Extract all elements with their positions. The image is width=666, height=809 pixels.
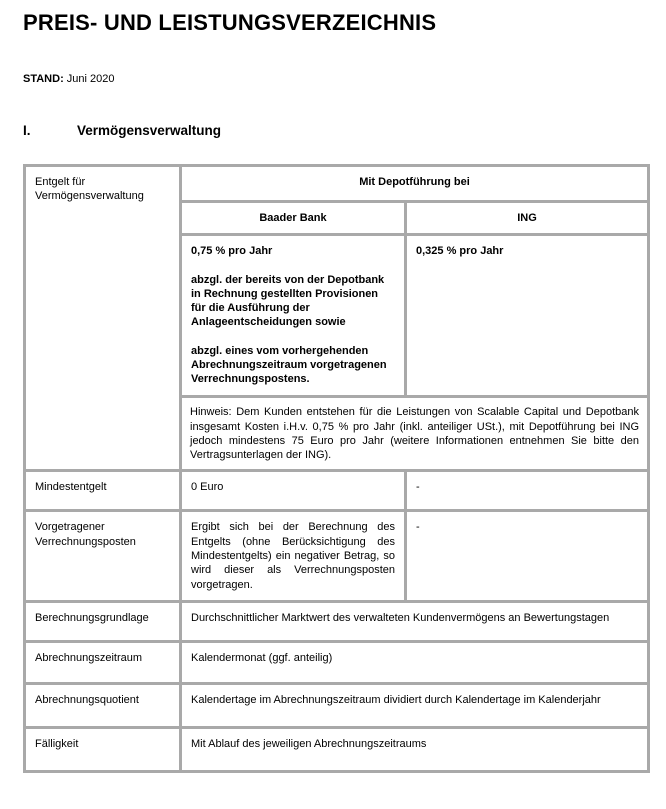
cell-label-abrechnungsquotient: Abrechnungsquotient — [25, 683, 181, 727]
price-table — [23, 164, 650, 773]
cell-abrechnungsquotient-value: Kalendertage im Abrechnungszeitraum dividiert durch Kalendertage im Kalenderjahr — [181, 683, 649, 727]
cell-hinweis: Hinweis: Dem Kunden entstehen für die Leistungen von Scalable Capital und Depotbank insgesamt Kosten i.H.v. 0,75 % pro Jahr (inkl. anteiliger USt.), mit Depotführung bei ING jedoch mindestens 75 Euro pro Jahr (weitere Informationen entnehmen Sie bitte den Vertragsunterlagen der ING). — [181, 397, 649, 471]
section-title: Vermögensverwaltung — [77, 123, 222, 138]
section-heading — [23, 123, 646, 138]
table-row — [25, 641, 649, 683]
cell-label-faelligkeit: Fälligkeit — [25, 727, 181, 771]
cell-baader-fee — [181, 235, 406, 397]
cell-label-abrechnungszeitraum: Abrechnungszeitraum — [25, 641, 181, 683]
cell-label-mindestentgelt: Mindestentgelt — [25, 471, 181, 511]
cell-header-baader: Baader Bank — [181, 202, 406, 235]
table-row — [25, 511, 649, 601]
cell-verrechnungsposten-ing: - — [406, 511, 649, 601]
cell-faelligkeit-value: Mit Ablauf des jeweiligen Abrechnungszeitraums — [181, 727, 649, 771]
table-row — [25, 727, 649, 771]
cell-berechnungsgrundlage-value: Durchschnittlicher Marktwert des verwalteten Kundenvermögens an Bewertungstagen — [181, 601, 649, 641]
cell-ing-fee: 0,325 % pro Jahr — [406, 235, 649, 397]
table-row — [25, 166, 649, 202]
table-row — [25, 683, 649, 727]
cell-mindestentgelt-ing: - — [406, 471, 649, 511]
cell-abrechnungszeitraum-value: Kalendermonat (ggf. anteilig) — [181, 641, 649, 683]
table-row — [25, 471, 649, 511]
baader-fee-deduction-1: abzgl. der bereits von der Depotbank in Rechnung gestellten Provisionen für die Ausführung der Anlageentscheidungen sowie — [191, 273, 385, 329]
cell-verrechnungsposten-baader: Ergibt sich bei der Berechnung des Entgelts (ohne Berücksichtigung des Mindestentgelts) ein negativer Betrag, so wird dieser als Verrechnungsposten vorgetragen. — [181, 511, 406, 601]
stand-value: Juni 2020 — [66, 73, 115, 85]
baader-fee-rate: 0,75 % pro Jahr — [191, 245, 273, 258]
stand-line — [23, 73, 646, 85]
cell-header-depot: Mit Depotführung bei — [181, 166, 649, 202]
cell-header-ing: ING — [406, 202, 649, 235]
page-title: PREIS- UND LEISTUNGSVERZEICHNIS — [23, 10, 437, 35]
cell-entgelt-label: Entgelt für Vermögensverwaltung — [25, 166, 181, 471]
section-number: I. — [23, 123, 31, 138]
cell-label-verrechnungsposten: Vorgetragener Verrechnungsposten — [25, 511, 181, 601]
cell-mindestentgelt-baader: 0 Euro — [181, 471, 406, 511]
cell-label-berechnungsgrundlage: Berechnungsgrundlage — [25, 601, 181, 641]
baader-fee-deduction-2: abzgl. eines vom vorhergehenden Abrechnungszeitraum vorgetragenen Verrechnungspostens. — [191, 344, 387, 386]
stand-label: STAND: — [23, 73, 64, 85]
table-row — [25, 601, 649, 641]
